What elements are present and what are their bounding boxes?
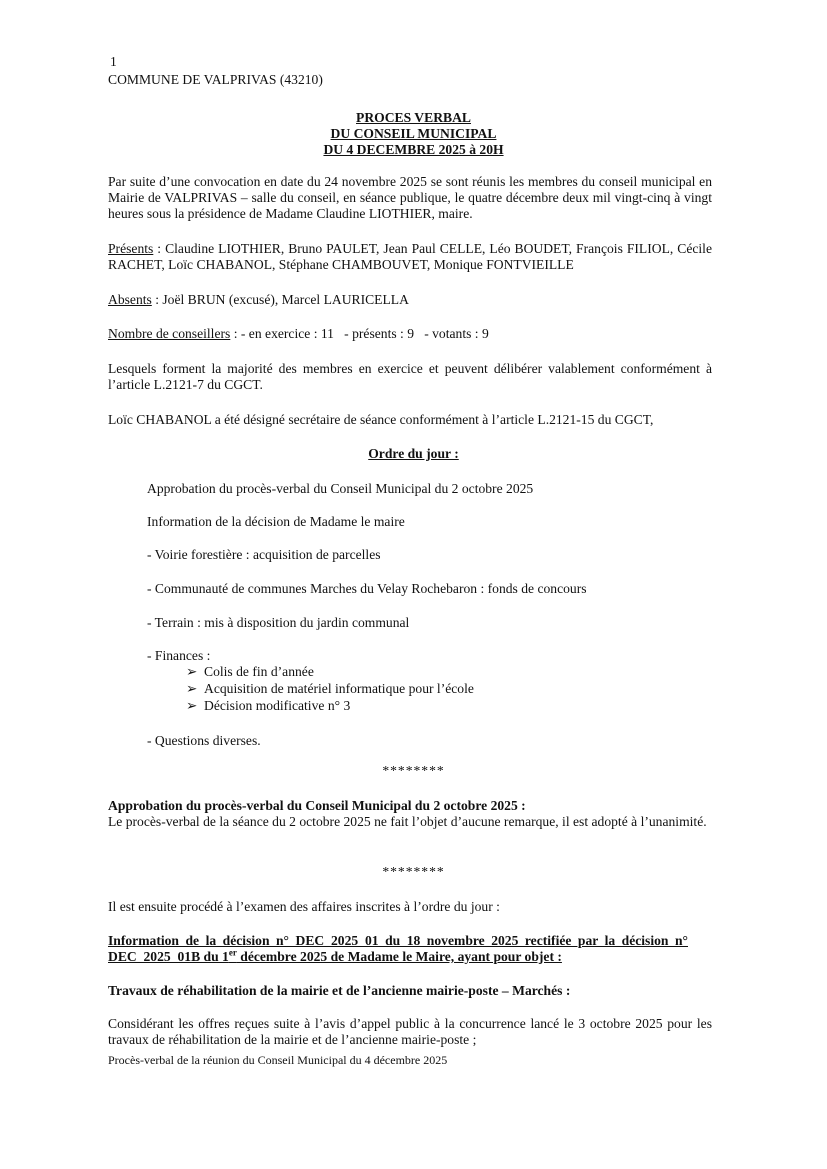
agenda-item-4: - Communauté de communes Marches du Velay Rochebaron : fonds de concours	[147, 581, 587, 596]
page-number: 1	[110, 54, 117, 69]
secretary-paragraph: Loïc CHABANOL a été désigné secrétaire de séance conformément à l’article L.2121-15 du CGCT,	[108, 412, 654, 427]
title-line-2: DU CONSEIL MUNICIPAL	[330, 126, 497, 141]
decision-subheading: Travaux de réhabilitation de la mairie et de l’ancienne mairie-poste – Marchés :	[108, 983, 571, 998]
presents-label: Présents	[108, 241, 154, 256]
decision-heading-sup: er	[228, 947, 237, 958]
title-line-1: PROCES VERBAL	[356, 110, 471, 125]
counts-label: Nombre de conseillers	[108, 326, 231, 341]
agenda-item-7: - Questions diverses.	[147, 733, 261, 748]
agenda-subitem-3-text: Décision modificative n° 3	[204, 698, 351, 713]
separator-2: ********	[382, 864, 445, 879]
absents-label: Absents	[108, 292, 152, 307]
approval-text: Le procès-verbal de la séance du 2 octobre 2025 ne fait l’objet d’aucune remarque, il est adopté à l’unanimité.	[108, 814, 707, 829]
agenda-item-5: - Terrain : mis à disposition du jardin communal	[147, 615, 410, 630]
absents-list: : Joël BRUN (excusé), Marcel LAURICELLA	[151, 292, 409, 307]
examen-paragraph: Il est ensuite procédé à l’examen des affaires inscrites à l’ordre du jour :	[108, 899, 500, 914]
agenda-subitem-1-text: Colis de fin d’année	[204, 664, 314, 679]
presents-list: : Claudine LIOTHIER, Bruno PAULET, Jean Paul CELLE, Léo BOUDET, François FILIOL, Cécile RACHET, Loïc CHABANOL, Stéphane CHAMBOUVET, Monique FONTVIEILLE	[108, 241, 712, 272]
agenda-subitem-1	[186, 664, 314, 680]
majority-paragraph: Lesquels forment la majorité des membres en exercice et peuvent délibérer valablement conformément à l’article L.2121-7 du CGCT.	[108, 361, 712, 392]
counts-values: : - en exercice : 11 - présents : 9 - votants : 9	[230, 326, 489, 341]
absents-paragraph	[108, 292, 409, 308]
document-title	[0, 110, 827, 158]
arrow-bullet-icon: ➢	[186, 698, 198, 713]
page-footer: Procès-verbal de la réunion du Conseil Municipal du 4 décembre 2025	[108, 1053, 448, 1067]
agenda-item-6: - Finances :	[147, 648, 211, 663]
approval-heading: Approbation du procès-verbal du Conseil Municipal du 2 octobre 2025 :	[108, 798, 526, 813]
title-line-3: DU 4 DECEMBRE 2025 à 20H	[323, 142, 504, 157]
agenda-subitem-2	[186, 681, 474, 697]
intro-paragraph: Par suite d’une convocation en date du 24 novembre 2025 se sont réunis les membres du conseil municipal en Mairie de VALPRIVAS – salle du conseil, en séance publique, le quatre décembre deux mil vingt-cinq à vingt heures sous la présidence de Madame Claudine LIOTHIER, maire.	[108, 174, 712, 221]
agenda-item-2: Information de la décision de Madame le maire	[147, 514, 405, 529]
agenda-item-1: Approbation du procès-verbal du Conseil Municipal du 2 octobre 2025	[147, 481, 534, 496]
agenda-title: Ordre du jour :	[368, 446, 459, 461]
commune-header: COMMUNE DE VALPRIVAS (43210)	[108, 72, 323, 87]
decision-text: Considérant les offres reçues suite à l’avis d’appel public à la concurrence lancé le 3 octobre 2025 pour les travaux de réhabilitation de la mairie et de l’ancienne mairie-poste ;	[108, 1016, 712, 1047]
agenda-subitem-3	[186, 698, 350, 714]
decision-heading-part-1: Information de la décision n° DEC_2025_01 du 18 novembre 2025 rectifiée par la décision n° DEC_2025_01B du 1	[108, 933, 688, 964]
agenda-subitem-2-text: Acquisition de matériel informatique pour l’école	[204, 681, 474, 696]
separator-1: ********	[382, 763, 445, 778]
counts-paragraph	[108, 326, 489, 342]
agenda-item-3: - Voirie forestière : acquisition de parcelles	[147, 547, 381, 562]
decision-heading	[108, 933, 688, 965]
arrow-bullet-icon: ➢	[186, 681, 198, 696]
presents-paragraph	[108, 241, 712, 273]
arrow-bullet-icon: ➢	[186, 664, 198, 679]
decision-heading-part-2: décembre 2025 de Madame le Maire, ayant pour objet :	[236, 949, 562, 964]
